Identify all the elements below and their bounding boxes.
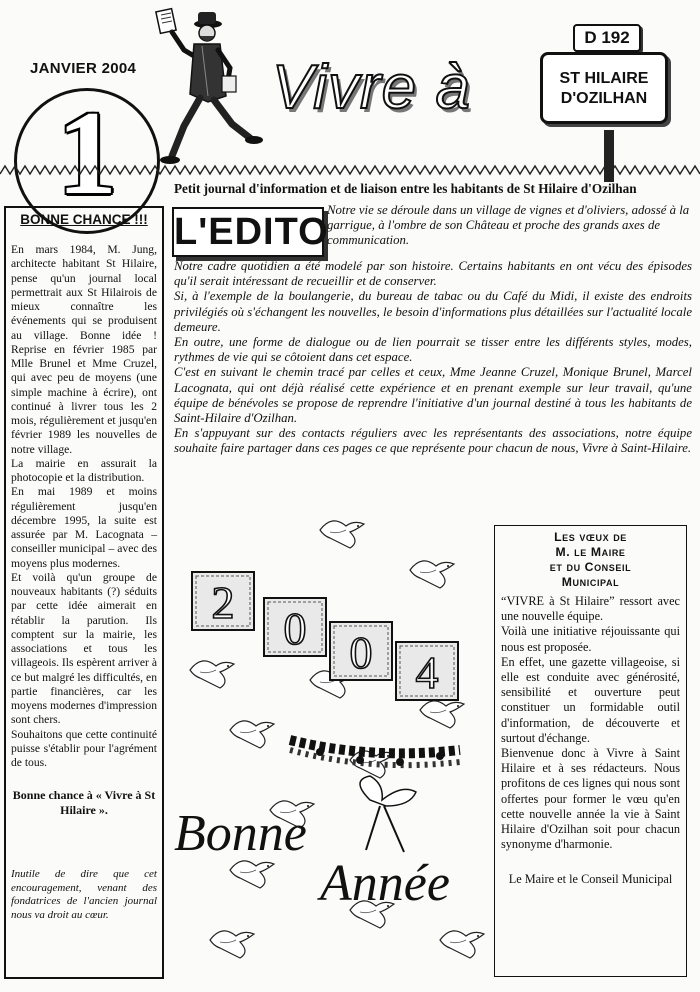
mayor-paragraph: Bienvenue donc à Vivre à Saint Hilaire et à ses rédacteurs. Nous profitons de ces lignes qui nous sont offertes pour former le vœu qu'en cette nouvelle année la vie à Saint Hilaire d'Ozilhan soit pour chacun synonyme d'harmonie.	[501, 746, 680, 852]
dove-illustration	[230, 861, 274, 888]
edito-body	[174, 259, 692, 457]
town-sign-line2: D'OZILHAN	[560, 90, 648, 107]
year-tile	[264, 598, 326, 656]
dove-illustration	[420, 701, 464, 728]
mayor-signature: Le Maire et le Conseil Municipal	[508, 872, 673, 887]
left-signoff: Bonne chance à « Vivre à St Hilaire ».	[12, 788, 156, 818]
running-crier-illustration	[150, 6, 270, 171]
left-paragraph: Souhaitons que cette continuité puisse s'établir pour l'agrément de tous.	[11, 727, 157, 769]
dove-illustration	[440, 931, 484, 958]
dove-illustration	[320, 521, 364, 548]
edito-lead: Notre vie se déroule dans un village de vignes et d'oliviers, adossé à la garrigue, à l'ombre de son Château et proche des grands axes de communication.	[327, 203, 690, 248]
dove-illustration	[230, 721, 274, 748]
masthead-title: Vivre à	[272, 53, 471, 122]
mayor-title-line: Les vœux de	[554, 530, 627, 544]
year-digit: 4	[415, 647, 439, 698]
town-name-sign	[540, 52, 668, 124]
mayor-paragraph: Voilà une initiative réjouissante qui nous est proposée.	[501, 624, 680, 654]
dove-illustration	[190, 661, 234, 688]
mayor-title-line: M. le Maire	[555, 545, 626, 559]
mayor-title-line: Municipal	[561, 575, 620, 589]
issue-number: 1	[57, 88, 117, 219]
bonne-chance-column	[4, 206, 164, 979]
left-paragraph: En mars 1984, M. Jung, architecte habitant St Hilaire, pense qu'un journal local permettrait aux St Hilairois de mieux connaître les événements qui se produisent au village. Bonne idée ! Reprise en février 1985 par Mlle Brunel et Mme Cruzel, qui avec peu de moyens (une simple machine à écrire), ont continué à livrer tous les 2 mois, régulièrement et jusqu'en février 1989 les nouvelles de notre village.	[11, 243, 157, 456]
left-paragraph: Et voilà qu'un groupe de nouveaux habitants (?) séduits par cette idée aimerait en rétablir la parution. Ils comptent sur la mairie, les associations et tous les villageois. Ils espèrent arriver à ce but malgré les difficultés, en partie financières, car les moyens modernes d'impression sont chers.	[11, 570, 157, 727]
year-tile	[192, 572, 254, 630]
bonne-chance-title: BONNE CHANCE !!!	[20, 212, 148, 227]
issue-date: JANVIER 2004	[30, 60, 137, 77]
edito-paragraph: Si, à l'exemple de la boulangerie, du bureau de tabac ou du Café du Midi, il existe des endroits privilégiés où s'échangent les nouvelles, le besoin d'informations plus détaillées sur l'actualité locale demeure.	[174, 289, 692, 334]
header-zigzag-rule	[0, 164, 700, 176]
edito-paragraph: En outre, une forme de dialogue ou de lien pourrait se tisser entre les différents styles, modes, rythmes de vie qui se côtoient dans cet espace.	[174, 335, 692, 365]
edito-paragraph: Notre cadre quotidien a été modelé par son histoire. Certains habitants en ont vécu des épisodes qu'il serait intéressant de recueillir et de conserver.	[174, 259, 692, 289]
town-sign-line1: ST HILAIRE	[559, 70, 649, 87]
ribbon-bow	[360, 776, 416, 852]
bonne-annee-illustration	[170, 500, 500, 980]
year-digit: 0	[283, 603, 307, 654]
left-paragraph: En mai 1989 et moins régulièrement jusqu'en décembre 1995, la suite est assurée par M. Lacognata – conseiller municipal – avec des moyens plus modernes.	[11, 485, 157, 570]
greeting-word-annee: Année	[320, 855, 450, 912]
edito-logo: L'EDITO	[172, 207, 324, 257]
edito-paragraph: C'est en suivant le chemin tracé par celles et ceux, Mme Jeanne Cruzel, Monique Brunel, Marcel Lacognata, qui ont déjà réalisé cette expérience et en prenant exemple sur leur travail, qu'une équipe de bénévoles se propose de reprendre l'initiative d'un journal destiné à tous les habitants de Saint-Hilaire d'Ozilhan.	[174, 365, 692, 426]
dove-illustration	[210, 931, 254, 958]
dove-illustration	[410, 561, 454, 588]
tagline: Petit journal d'information et de liaison entre les habitants de St Hilaire d'Ozilhan	[174, 181, 637, 196]
mayor-box-title	[501, 530, 680, 590]
edito-paragraph: En s'appuyant sur des contacts réguliers avec les représentants des associations, notre équipe souhaite faire partager dans ces pages ce que représente pour chacun de nous, Vivre à Saint-Hilaire.	[174, 426, 692, 456]
mayor-wishes-box	[494, 525, 687, 977]
mayor-title-line: et du Conseil	[549, 560, 632, 574]
road-number-sign: D 192	[573, 24, 641, 52]
greeting-word-bonne: Bonne	[174, 805, 307, 862]
left-note: Inutile de dire que cet encouragement, venant des fondatrices de l'ancien journal nous va droit au cœur.	[11, 868, 157, 922]
year-digit: 0	[349, 627, 373, 678]
year-tile	[330, 622, 392, 680]
year-digit: 2	[211, 577, 235, 628]
mayor-paragraph: En effet, une gazette villageoise, si elle est conduite avec générosité, sensibilité et ouverture peut constituer un formidable outil d'information, de découverte et surtout d'échange.	[501, 654, 680, 745]
year-tile	[396, 642, 458, 700]
mayor-paragraph: “VIVRE à St Hilaire” ressort avec une nouvelle équipe.	[501, 594, 680, 624]
left-paragraph: La mairie en assurait la photocopie et la distribution.	[11, 456, 157, 484]
